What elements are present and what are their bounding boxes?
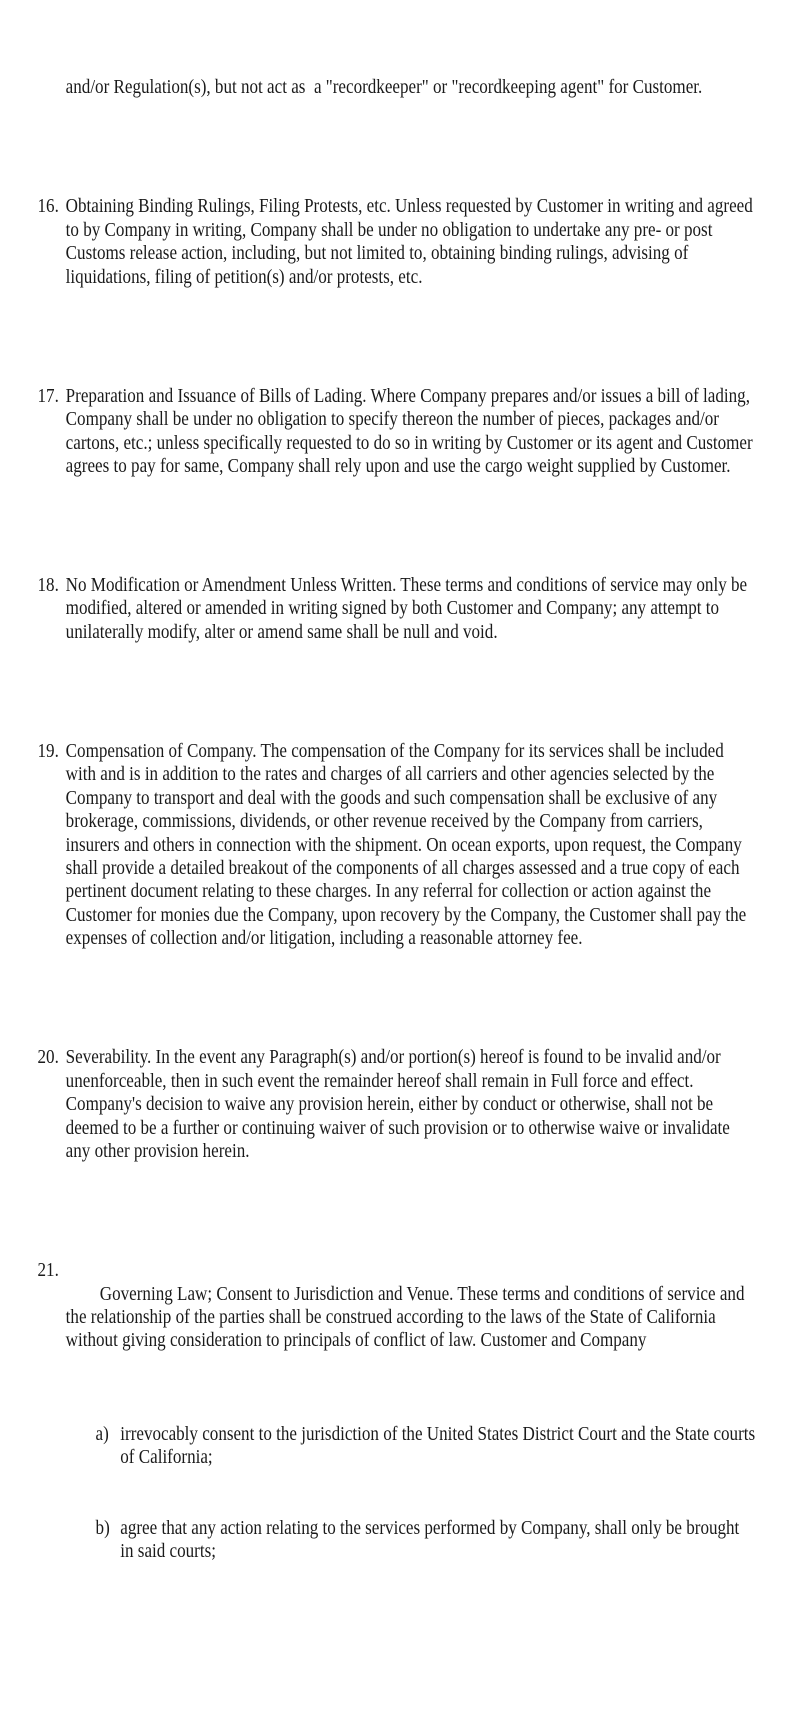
item-number: 18.	[37, 574, 59, 597]
list-item-17	[38, 385, 757, 479]
sub-item-letter: a)	[95, 1422, 109, 1445]
item-text: Severability. In the event any Paragraph(s) and/or portion(s) hereof is found to be invalid and/or unenforceable, then in such event the remainder hereof shall remain in Full force and effect. Company's decision to waive any provision herein, either by conduct or otherwise, shall not be deemed to be a further or continuing waiver of such provision or to otherwise waive or invalidate any other provision herein.	[65, 1046, 735, 1162]
item-text: Obtaining Binding Rulings, Filing Protests, etc. Unless requested by Customer in writing and agreed to by Company in writing, Company shall be under no obligation to undertake any pre- or post Customs release action, including, but not limited to, obtaining binding rulings, advising of liquidations, filing of petition(s) and/or protests, etc.	[65, 195, 758, 288]
sub-item-list	[95, 1376, 760, 1610]
item-text: Preparation and Issuance of Bills of Lading. Where Company prepares and/or issues a bill of lading, Company shall be under no obligation to specify thereon the number of pieces, packages and/or cartons, etc.; unless specifically requested to do so in writing by Customer or its agent and Customer agrees to pay for same, Company shall rely upon and use the cargo weight supplied by Customer.	[65, 384, 757, 477]
item-text: Compensation of Company. The compensation of the Company for its services shall be included with and is in addition to the rates and charges of all carriers and other agencies selected by the Company to transport and deal with the goods and such compensation shall be exclusive of any brokerage, commissions, dividends, or other revenue received by the Company from carriers, insurers and others in connection with the shipment. On ocean exports, upon request, the Company shall provide a detailed breakout of the components of all charges assessed and a true copy of each pertinent document relating to these charges. In any referral for collection or action against the Customer for monies due the Company, upon recovery by the Company, the Customer shall pay the expenses of collection and/or litigation, including a reasonable attorney fee.	[65, 739, 751, 950]
item-number: 20.	[37, 1046, 59, 1069]
item-text-main: Governing Law; Consent to Jurisdiction and Venue. These terms and conditions of service and the relationship of the parties shall be construed according to the laws of the State of California without giving consideration to principals of conflict of law. Customer and Company	[65, 1282, 749, 1352]
paragraph-fragment: and/or Regulation(s), but not act as a "recordkeeper" or "recordkeeping agent" for Customer.	[65, 76, 703, 99]
item-number: 17.	[37, 384, 59, 407]
item-number: 21.	[37, 1259, 59, 1282]
sub-item-letter: b)	[95, 1516, 110, 1539]
list-item-19	[38, 740, 757, 951]
list-item-20	[38, 1046, 757, 1163]
sub-item-text: agree that any action relating to the services performed by Company, shall only be brought in said courts;	[120, 1516, 744, 1562]
item-text	[65, 1259, 760, 1657]
item-number: 16.	[37, 195, 59, 218]
list-item-16	[38, 195, 757, 289]
list-item-18	[38, 574, 757, 644]
sub-item-text: irrevocably consent to the jurisdiction of the United States District Court and the State courts of California;	[120, 1422, 760, 1469]
item-text: No Modification or Amendment Unless Written. These terms and conditions of service may only be modified, altered or amended in writing signed by both Customer and Company; any attempt to unilaterally modify, alter or amend same shall be null and void.	[65, 574, 752, 643]
sub-item-a	[95, 1422, 760, 1470]
sub-item-b	[96, 1517, 757, 1564]
item-number: 19.	[37, 739, 59, 762]
list-item-21	[37, 1259, 760, 1657]
